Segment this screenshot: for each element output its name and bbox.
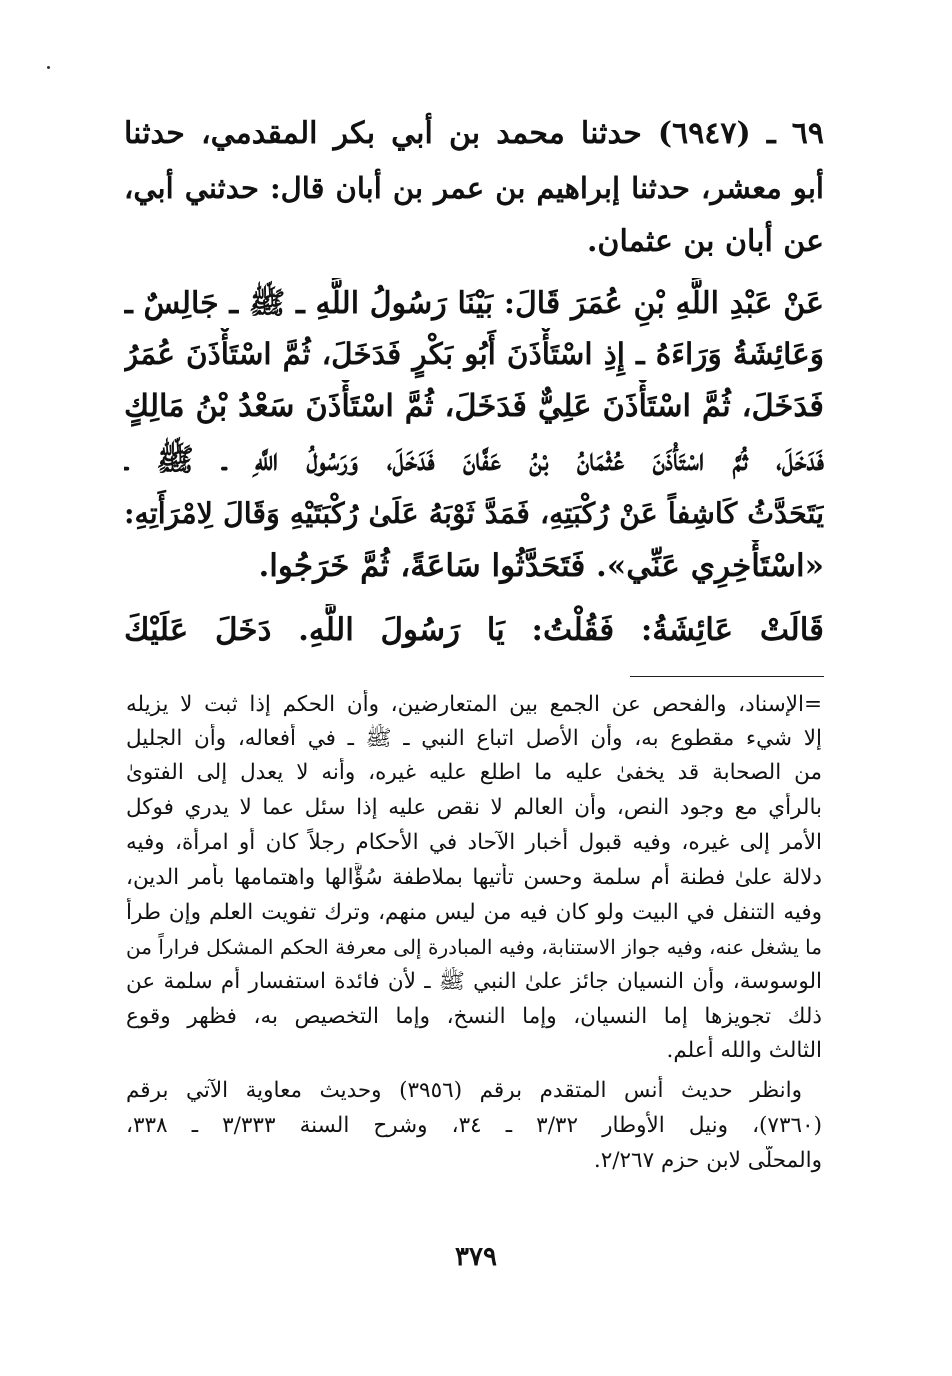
hadith-text-line: عَنْ عَبْدِ اللَّهِ بْنِ عُمَرَ قَالَ: بَيْنَا رَسُولُ اللَّهِ ـ ﷺ ـ جَالِسٌ ـ [124,286,824,321]
footnote-line: ذلك تجويزها إما النسيان، وإما النسخ، وإما التخصيص به، فظهر وقوع [126,1004,822,1029]
footnote-line: بالرأي مع وجود النص، وأن العالم لا نقص عليه إذا سئل عما لا يدري فوكل [126,795,822,820]
hadith-text-line: وَعَائِشَةُ وَرَاءَهُ ـ إِذِ اسْتَأْذَنَ أَبُو بَكْرٍ فَدَخَلَ، ثُمَّ اسْتَأْذَنَ عُمَرُ [124,336,824,371]
hadith-text-line: يَتَحَدَّثُ كَاشِفاً عَنْ رُكْبَتِهِ، فَمَدَّ ثَوْبَهُ عَلَىٰ رُكْبَتَيْهِ وَقَالَ لِامْرَأَتِهِ: [124,496,824,530]
footnote-line: إلا شيء مقطوع به، وأن الأصل اتباع النبي ـ ﷺ ـ في أفعاله، وأن الجليل [126,726,822,751]
footnote-line: دلالة علىٰ فطنة أم سلمة وحسن تأتيها بملاطفة سُؤَّالها واهتمامها بأمر الدين، [126,865,822,890]
hadith-header-line: عن أبان بن عثمان. [586,224,824,259]
page-number: ٣٧٩ [455,1242,497,1272]
footnote-line: والمحلّى لابن حزم ٢/٢٦٧. [593,1148,822,1173]
scan-speck [47,66,50,69]
footnote-line: وانظر حديث أنس المتقدم برقم (٣٩٥٦) وحديث معاوية الآتي برقم [126,1078,802,1103]
hadith-text-line: «اسْتَأْخِرِي عَنِّي». فَتَحَدَّثُوا سَاعَةً، ثُمَّ خَرَجُوا. [258,548,824,584]
hadith-text-line: قَالَتْ عَائِشَةُ: فَقُلْتُ: يَا رَسُولَ اللَّهِ. دَخَلَ عَلَيْكَ [124,612,824,648]
footnote-line: الأمر إلى غيره، وفيه قبول أخبار الآحاد في الأحكام رجلاً كان أو امرأة، وفيه [126,830,822,855]
footnote-line: =الإسناد، والفحص عن الجمع بين المتعارضين، وأن الحكم إذا ثبت لا يزيله [126,692,822,717]
footnote-line: ما يشغل عنه، وفيه جواز الاستنابة، وفيه المبادرة إلى معرفة الحكم المشكل فراراً من [126,935,822,959]
footnote-separator [630,676,824,677]
hadith-header-line: ٦٩ ـ (٦٩٤٧) حدثنا محمد بن أبي بكر المقدمي، حدثنا [124,116,824,151]
footnote-line: من الصحابة قد يخفىٰ عليه ما اطلع عليه غيره، وأنه لا يعدل إلى الفتوىٰ [126,760,822,785]
footnote-line: وفيه التنفل في البيت ولو كان فيه من ليس منهم، وترك تفويت العلم وإن طرأ [126,900,822,925]
footnote-line: الثالث والله أعلم. [666,1038,822,1063]
footnote-line: (٧٣٦٠)، ونيل الأوطار ٣/٣٢ ـ ٣٤، وشرح السنة ٣/٣٣٣ ـ ٣٣٨، [126,1113,822,1138]
hadith-text-line: فَدَخَلَ، ثُمَّ اسْتَأْذَنَ عَلِيٌّ فَدَخَلَ، ثُمَّ اسْتَأْذَنَ سَعْدُ بْنُ مَالِكٍ [124,388,824,424]
footnote-line: الوسوسة، وأن النسيان جائز علىٰ النبي ﷺ ـ لأن فائدة استفسار أم سلمة عن [126,969,822,994]
hadith-text-line: فَدَخَلَ، ثُمَّ اسْتَأْذَنَ عُثْمَانُ بْنُ عَفَّانَ فَدَخَلَ، وَرَسُولُ اللَّهِ ـ ﷺ ـ [124,442,824,478]
hadith-header-line: أبو معشر، حدثنا إبراهيم بن عمر بن أبان قال: حدثني أبي، [124,171,824,205]
